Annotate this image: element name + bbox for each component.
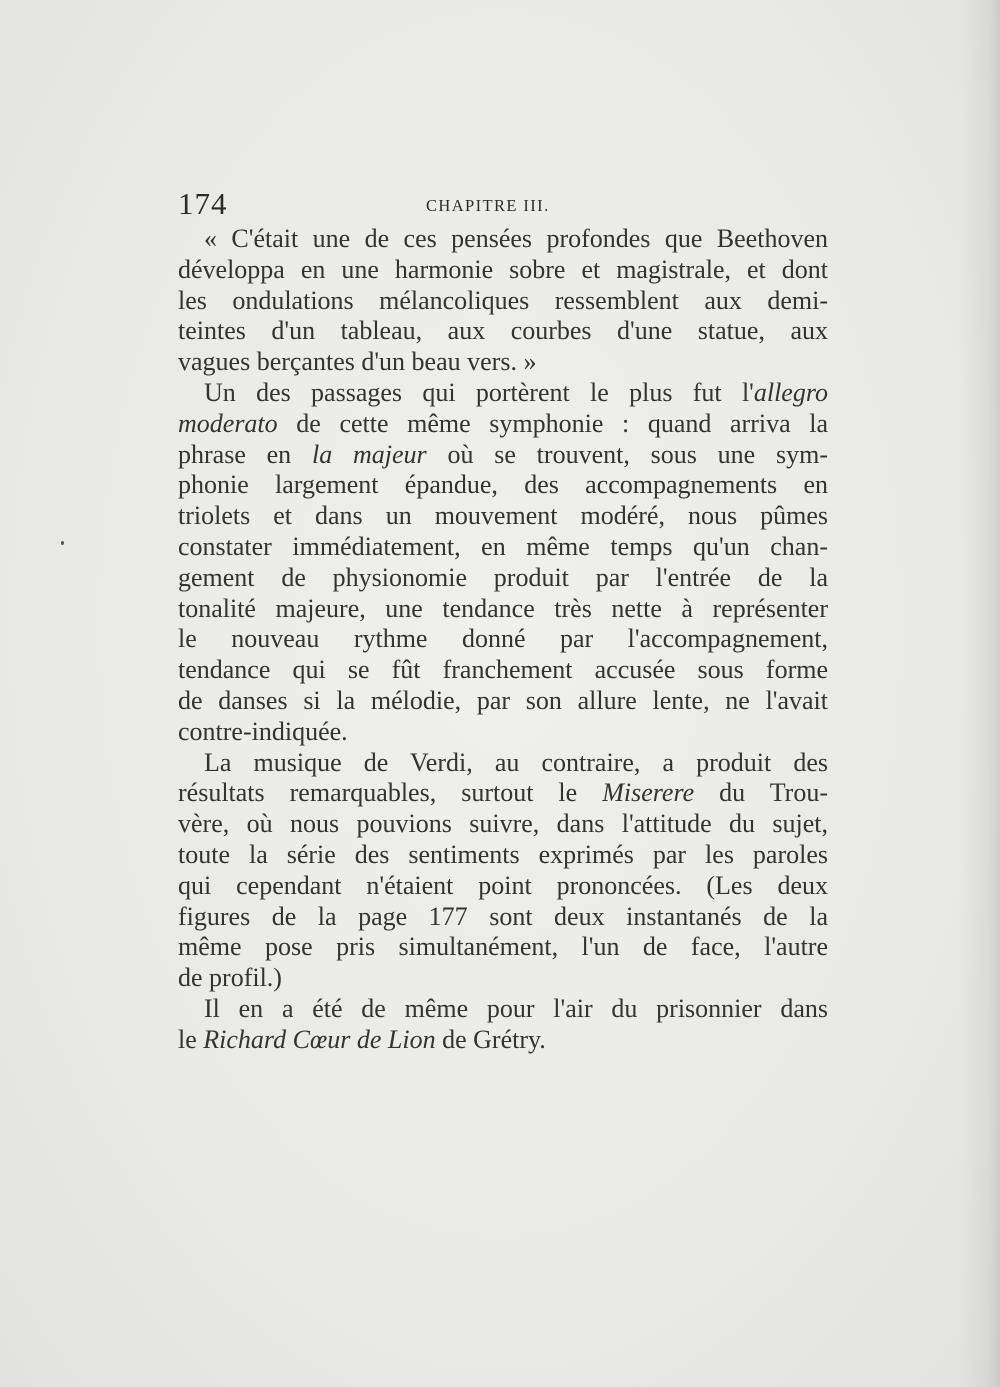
text-line: vère, où nous pouvions suivre, dans l'attitude du sujet, — [178, 809, 828, 839]
italic-term: allegro — [753, 377, 828, 407]
text-line: La musique de Verdi, au contraire, a produit des — [204, 747, 828, 777]
text-line: triolets et dans un mouvement modéré, nous pûmes — [178, 501, 828, 531]
ink-speck — [61, 541, 64, 545]
body-text — [178, 224, 828, 1056]
text-line: même pose pris simultanément, l'un de face, l'autre — [178, 932, 828, 962]
text-line: tonalité majeure, une tendance très nette à représenter — [178, 593, 828, 623]
text-line: teintes d'un tableau, aux courbes d'une statue, aux — [178, 316, 828, 346]
page-gutter-shadow — [960, 0, 1000, 1387]
page-header — [178, 186, 828, 226]
italic-term: la majeur — [311, 439, 427, 469]
italic-term: moderato — [178, 408, 278, 438]
text-line: Un des passages qui portèrent le plus fut l'allegro — [204, 377, 828, 407]
text-line: de danses si la mélodie, par son allure lente, ne l'avait — [178, 685, 828, 715]
text-line: résultats remarquables, surtout le Miserere du Trou- — [178, 778, 828, 808]
text-line: vagues berçantes d'un beau vers. » — [178, 347, 537, 377]
text-line: le nouveau rythme donné par l'accompagnement, — [178, 624, 828, 654]
text-line: tendance qui se fût franchement accusée sous forme — [178, 655, 828, 685]
italic-term: Richard Cœur de Lion — [203, 1024, 436, 1054]
text-line: « C'était une de ces pensées profondes que Beethoven — [204, 224, 828, 253]
text-line: moderato de cette même symphonie : quand arriva la — [178, 408, 828, 438]
italic-term: Miserere — [602, 778, 695, 808]
text-line: Il en a été de même pour l'air du prisonnier dans — [204, 993, 828, 1023]
text-line: gement de physionomie produit par l'entrée de la — [178, 562, 828, 592]
text-line: contre-indiquée. — [178, 716, 348, 746]
text-line: figures de la page 177 sont deux instantanés de la — [178, 901, 828, 931]
text-line: qui cependant n'étaient point prononcées. (Les deux — [178, 870, 828, 900]
text-line: constater immédiatement, en même temps qu'un chan- — [178, 531, 828, 561]
text-line: phrase en la majeur où se trouvent, sous une sym- — [178, 439, 828, 469]
text-line: de profil.) — [178, 963, 282, 993]
page-number: 174 — [178, 186, 228, 221]
text-line: le Richard Cœur de Lion de Grétry. — [178, 1024, 546, 1054]
running-head: CHAPITRE III. — [426, 196, 550, 215]
text-line: toute la série des sentiments exprimés par les paroles — [178, 839, 828, 869]
text-line: phonie largement épandue, des accompagnements en — [178, 470, 828, 500]
text-line: développa en une harmonie sobre et magistrale, et dont — [178, 254, 828, 284]
text-line: les ondulations mélancoliques ressemblent aux demi- — [178, 285, 828, 315]
